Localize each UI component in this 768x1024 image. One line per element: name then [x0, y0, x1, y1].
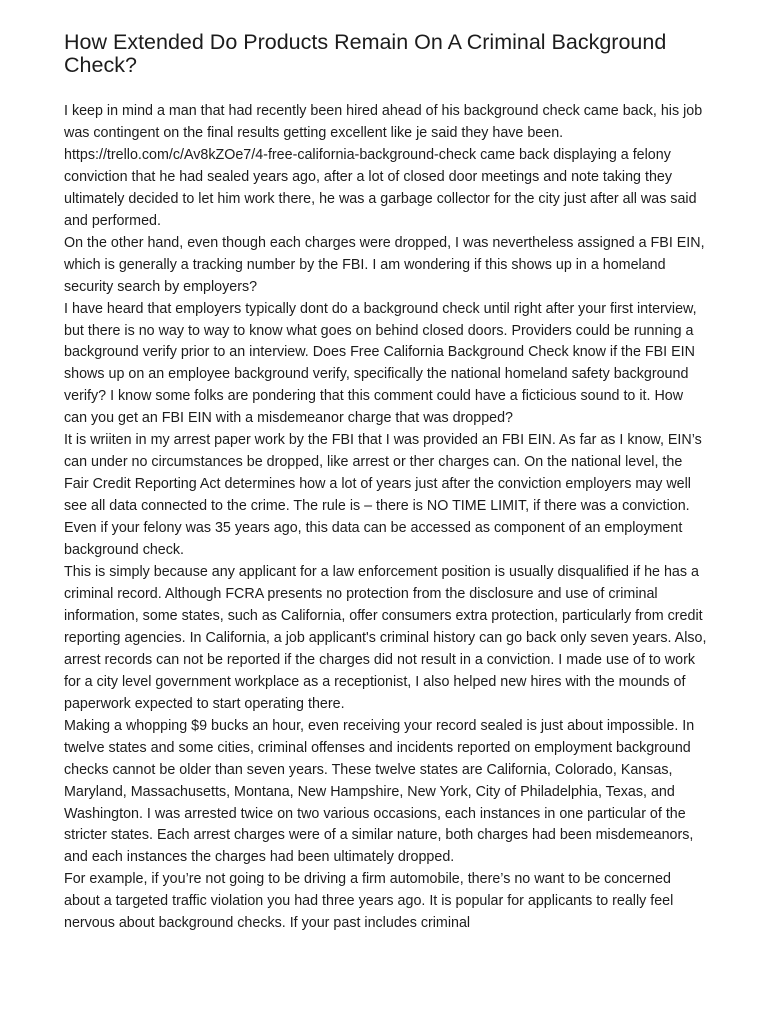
paragraph: Making a whopping $9 bucks an hour, even receiving your record sealed is just about impossible. In twelve states and some cities, criminal offenses and incidents reported on employment background checks cannot be older than seven years. These twelve states are California, Colorado, Kansas, Maryland, Massachusetts, Montana, New Hampshire, New York, City of Philadelphia, Texas, and Washington. I was arrested twice on two various occasions, each instances in one particular of the stricter states. Each arrest charges were of a similar nature, both charges had been misdemeanors, and each instances the charges had been ultimately dropped.: [64, 717, 695, 866]
paragraph: I keep in mind a man that had recently been hired ahead of his background check came back, his job was contingent on the final results getting excellent like je said they have been. https://trello.com/c/Av8kZOe7/4-free-california-background-check came back displaying a felony conviction that he had sealed years ago, after a lot of closed door meetings and note taking they ultimately decided to let him work there, he was a garbage collector for the city just after all was said and performed.: [64, 103, 703, 229]
paragraph: For example, if you’re not going to be driving a firm automobile, there’s no want to be concerned about a targeted traffic violation you had three years ago. It is popular for applicants to really feel nervous about background checks. If your past includes criminal: [64, 871, 674, 932]
article-body: [64, 101, 709, 935]
paragraph: This is simply because any applicant for a law enforcement position is usually disqualified if he has a criminal record. Although FCRA presents no protection from the disclosure and use of criminal information, some states, such as California, offer consumers extra protection, particularly from credit reporting agencies. In California, a job applicant's criminal history can go back only seven years. Also, arrest records can not be reported if the charges did not result in a conviction. I made use of to work for a city level government workplace as a receptionist, I also helped new hires with the mounds of paperwork expected to start operating there.: [64, 564, 707, 712]
page-title: How Extended Do Products Remain On A Criminal Background Check?: [64, 30, 667, 77]
paragraph: It is wriiten in my arrest paper work by the FBI that I was provided an FBI EIN. As far as I know, EIN’s can under no circumstances be dropped, like arrest or ther charges can. On the national level, the Fair Credit Reporting Act determines how a lot of years just after the conviction employers may well see all data connected to the crime. The rule is – there is NO TIME LIMIT, if there was a conviction. Even if your felony was 35 years ago, this data can be accessed as component of an employment background check.: [64, 432, 702, 559]
paragraph: On the other hand, even though each charges were dropped, I was nevertheless assigned a FBI EIN, which is generally a tracking number by the FBI. I am wondering if this shows up in a homeland security search by employers?: [64, 234, 705, 295]
paragraph: I have heard that employers typically dont do a background check until right after your first interview, but there is no way to way to know what goes on behind closed doors. Providers could be running a background verify prior to an interview. Does Free California Background Check know if the FBI EIN shows up on an employee background verify, specifically the national homeland safety background verify? I know some folks are pondering that this comment could have a ficticious sound to it. How can you get an FBI EIN with a misdemeanor charge that was dropped?: [64, 300, 697, 427]
